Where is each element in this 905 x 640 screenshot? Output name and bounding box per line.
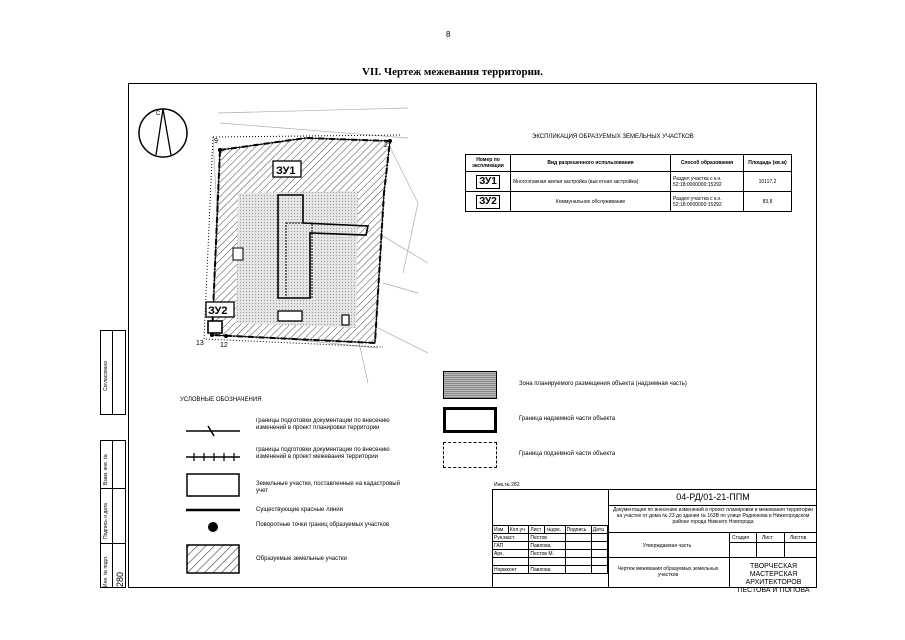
explication-heading: ЭКСПЛИКАЦИЯ ОБРАЗУЕМЫХ ЗЕМЕЛЬНЫХ УЧАСТКОВ xyxy=(532,134,694,140)
legend-item-overground: Граница надземной части объекта xyxy=(519,416,616,422)
person: Павлова xyxy=(529,542,565,550)
person: Пестов xyxy=(529,534,565,542)
swatch-overground xyxy=(443,407,497,433)
agreed-label: Согласовано xyxy=(103,360,109,391)
point-label-2: 2 xyxy=(384,142,388,149)
table-row xyxy=(466,172,792,192)
legend-item-points: Поворотные точки границ образуемых участков xyxy=(256,522,390,528)
inv-orig-value: 280 xyxy=(115,571,125,587)
hdr-izm: Изм. xyxy=(493,526,509,534)
side-stamp-agreed xyxy=(100,330,126,415)
sheets-header: Листов xyxy=(790,535,807,541)
hdr-date: Дата xyxy=(591,526,607,534)
role: Рук.маст. xyxy=(493,534,529,542)
explication-table xyxy=(465,154,792,212)
legend-item-red-lines: Существующие красные линии xyxy=(256,507,343,513)
doc-code: 04-РД/01-21-ППМ xyxy=(608,489,817,506)
north-label: С xyxy=(156,111,161,117)
swatch-underground xyxy=(443,442,497,468)
person: Павлова xyxy=(529,566,565,574)
table-row xyxy=(493,550,608,558)
hdr-sign: Подпись xyxy=(565,526,591,534)
page-number: 8 xyxy=(446,30,451,39)
plan-map xyxy=(128,83,428,383)
table-row xyxy=(493,558,608,566)
row-use: Коммунальное обслуживание xyxy=(511,192,671,212)
row-id: ЗУ2 xyxy=(476,195,500,209)
stage-header: Стадия xyxy=(732,535,750,541)
plot-label-zu1: ЗУ1 xyxy=(276,165,296,177)
point-label-9: 9 xyxy=(214,138,218,145)
swap-inv-label: Взам. инв. № xyxy=(103,454,109,485)
plot-label-zu2: ЗУ2 xyxy=(208,305,228,317)
person: Пестов М. xyxy=(529,550,565,558)
legend-item-cadastral: Земельные участки, поставленные на кадастровый учет xyxy=(256,481,400,494)
row-method: Раздел участка с к.н. 52:18:0000000:15292 xyxy=(671,192,744,212)
role: Арх. xyxy=(493,550,529,558)
point-label-12: 12 xyxy=(220,342,228,349)
doc-description: Документация по внесению изменений в проект планировки и межевания территории на участке от дома № 23 до здания № 163В по улице Родионова в Нижегородском районе города Нижнего Новгорода xyxy=(612,507,814,525)
person xyxy=(529,558,565,566)
table-row xyxy=(493,526,608,534)
table-header-row xyxy=(466,155,792,172)
hdr-ndok: №док. xyxy=(545,526,565,534)
table-row xyxy=(466,192,792,212)
legend-item-formed-plots: Образуемые земельные участки xyxy=(256,556,347,562)
role: Нормконт xyxy=(493,566,529,574)
col-use: Вид разрешенного использования xyxy=(511,155,671,172)
table-row xyxy=(493,566,608,574)
role xyxy=(493,558,529,566)
page-title: VII. Чертеж межевания территории. xyxy=(361,66,543,78)
sheet-name: Чертеж межевания образуемых земельных участков xyxy=(617,566,719,578)
col-number: Номер по экспликации xyxy=(466,155,511,172)
point-label-13: 13 xyxy=(196,340,204,347)
table-row xyxy=(493,542,608,550)
row-area: 83,8 xyxy=(744,192,792,212)
legend-symbols xyxy=(180,410,250,580)
table-row xyxy=(493,534,608,542)
row-id: ЗУ1 xyxy=(476,175,500,189)
legend-item-planning: границы подготовки документации по внесению изменений в проект планировки территории xyxy=(256,418,390,431)
col-area: Площадь (кв.м) xyxy=(744,155,792,172)
hdr-list: Лист xyxy=(529,526,545,534)
org-name: ТВОРЧЕСКАЯ МАСТЕРСКАЯ АРХИТЕКТОРОВ ПЕСТОВА И ПОПОВА xyxy=(737,563,810,594)
inv-orig-label: Инв. № подл. xyxy=(103,555,109,587)
part-label: Утверждаемая часть xyxy=(642,543,692,549)
row-method: Раздел участка с к.н. 52:18:0000000:15292 xyxy=(671,172,744,192)
col-method: Способ образования xyxy=(671,155,744,172)
swatch-zone xyxy=(443,371,497,399)
role: ГАП xyxy=(493,542,529,550)
legend-item-survey: границы подготовки документации по внесению изменений в проект межевания территории xyxy=(256,447,390,460)
sign-date-label: Подпись и дата xyxy=(103,503,109,539)
legend-item-underground: Граница подземной части объекта xyxy=(519,451,616,457)
hdr-kol: Кол.уч xyxy=(508,526,529,534)
signature-table xyxy=(492,525,608,574)
inv-label: Инв.№ 282 xyxy=(494,482,520,488)
legend-heading: УСЛОВНЫЕ ОБОЗНАЧЕНИЯ xyxy=(180,397,262,403)
row-area: 10117,2 xyxy=(744,172,792,192)
row-use: Многоэтажная жилая застройка (высотная застройка) xyxy=(511,172,671,192)
legend-item-zone: Зона планируемого размещения объекта (надземная часть) xyxy=(519,381,687,387)
sheet-header: Лист xyxy=(762,535,773,541)
side-stamp-inventory xyxy=(100,440,126,588)
north-arrow-icon xyxy=(139,109,187,157)
